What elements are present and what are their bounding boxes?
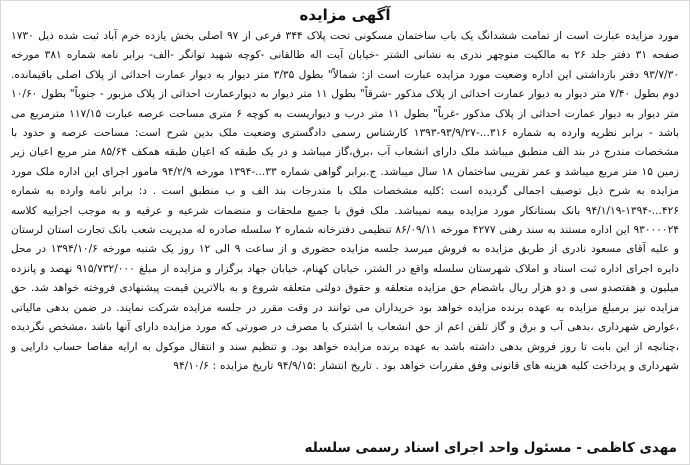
notice-title: آگهی مزایده (299, 6, 391, 24)
notice-signature: مهدی کاظمی - مسئول واحد اجرای اسناد رسمی سلسله (304, 440, 677, 456)
notice-body: مورد مزایده عبارت است از تمامت ششدانگ یک باب ساختمان مسکونی تحت پلاک ۳۴۴ فرعی از ۹۷ اصلی بخش یازده خرم آباد ثبت شده ذیل ۱۷۳۰ صفحه ۳۱ دفتر جلد ۲۶ به مالکیت منوچهر ندری به نشانی الشتر -خیابان آیت اله طالقانی -کوچه شهید توانگر -الف- برابر نامه شماره ۳۸۱ مورخه ۹۳/۷/۳۰ دفتر بازداشتی این اداره وضعیت مورد مزایده عبارت است از: شمالاً" بطول ۳/۳۵ متر دیوار به دیوار عمارت احداثی از پلاک اصلی باقیمانده. دوم بطول ۷/۴۰ متر دیوار به دیوار عمارت احداثی از پلاک مذکور -شرقاً" بطول ۱۱ متر دیوار به دیوارعمارت احداثی از پلاک مزبور - جنوباً" بطول ۱۰/۶۰ متر دیوار به دیوار عمارت احداثی از پلاک مذکور -غرباً" بطول ۱۱ متر درب و دیواریست به کوچه ۶ متری مساحت عرصه عبارت ۱۱۷/۱۵ مترمربع می باشد - برابر نظریه وارده به شماره ۳۱۶...-۹۳/۹/۲۷-۱۳۹۳ کارشناس رسمی دادگستری وضعیت ملک بدین شرح است: مساحت عرصه و حدود با مشخصات مندرج در بند الف منطبق میباشد ملک دارای انشعاب آب ،برق،گاز میباشد و در یک طبقه که اعیان طبقه همکف ۸۵/۶۴ متر مربع اعیان زیر زمین ۱۵ متر مربع میباشد و عمر تقریبی ساختمان ۱۸ سال میباشد. ج.برابر گواهی شماره ۳۳...-۱۳۹۴ مورخه ۹۴/۲/۹ مامور اجرای این اداره ملک مورد مزایده به شرح ذیل توصیف اجمالی گردیده است :کلیه مشخصات ملک با مندرجات بند الف و ب منطبق است . د: برابر نامه وارده به شماره ۴۲۶...-۱۳۹۴-۹۴/۱/۱۹ بانک بستانکار مورد مزایده بیمه نمیباشد. ملک فوق با جمیع ملحقات و منضمات شرعیه و عرفیه و به موجب اجراییه کلاسه ۹۳۰۰۰۰۲۴ این اداره مستند به سند رهنی ۴۲۷۷ مورخه ۸۶/۰۹/۱۱ تنظیمی دفترخانه شماره ۲ سلسله صادره له مدیریت شعب بانک تجارت استان لرستان و علیه آقای مسعود نادری از طریق مزایده به فروش میرسد جلسه مزایده حضوری و از ساعت ۹ الی ۱۲ روز یک شنبه مورخه ۱۳۹۴/۱۰/۶ در محل دایره اجرای اداره ثبت اسناد و املاک شهرستان سلسله واقع در الشتر، خیابان کهنام، خیابان جهاد برگزار و مزایده از مبلغ ۹۱۵/۷۳۲/۰۰۰ نهصد و پانزده میلیون و هفتصدو سی و دو هزار ریال باشضام حق مزایده متعلقه و حقوق دولتی متعلقه شروع و به بالاترین قیمت پیشنهادی فروخته خواهد شد. حق مزایده نیز برمبلغ مزایده به عهده برنده مزایده خواهد بود خریداران می توانند در وقت مقرر در جلسه مزایده شرکت نمایند. در ضمن بدهی مالیاتی ،عوارض شهرداری ،بدهی آب و برق و گاز تلفن اعم از حق انشعاب یا اشترک یا مصرف در صورتی که مورد مزایده دارای آنها باشد ،مشخص نگردیده ،چنانچه از این بابت تا روز فروش بدهی داشته باشد به عهده برنده مزایده خواهد بود. و تنظیم سند و انتقال موکول به ارایه مفاصا حساب دارایی و شهرداری و پرداخت کلیه هزینه های قانونی وفق مقررات خواهد بود . تاریخ انتشار :۹۴/۹/۱۵ تاریخ مزایده : ۹۴/۱۰/۶ (11, 30, 680, 372)
